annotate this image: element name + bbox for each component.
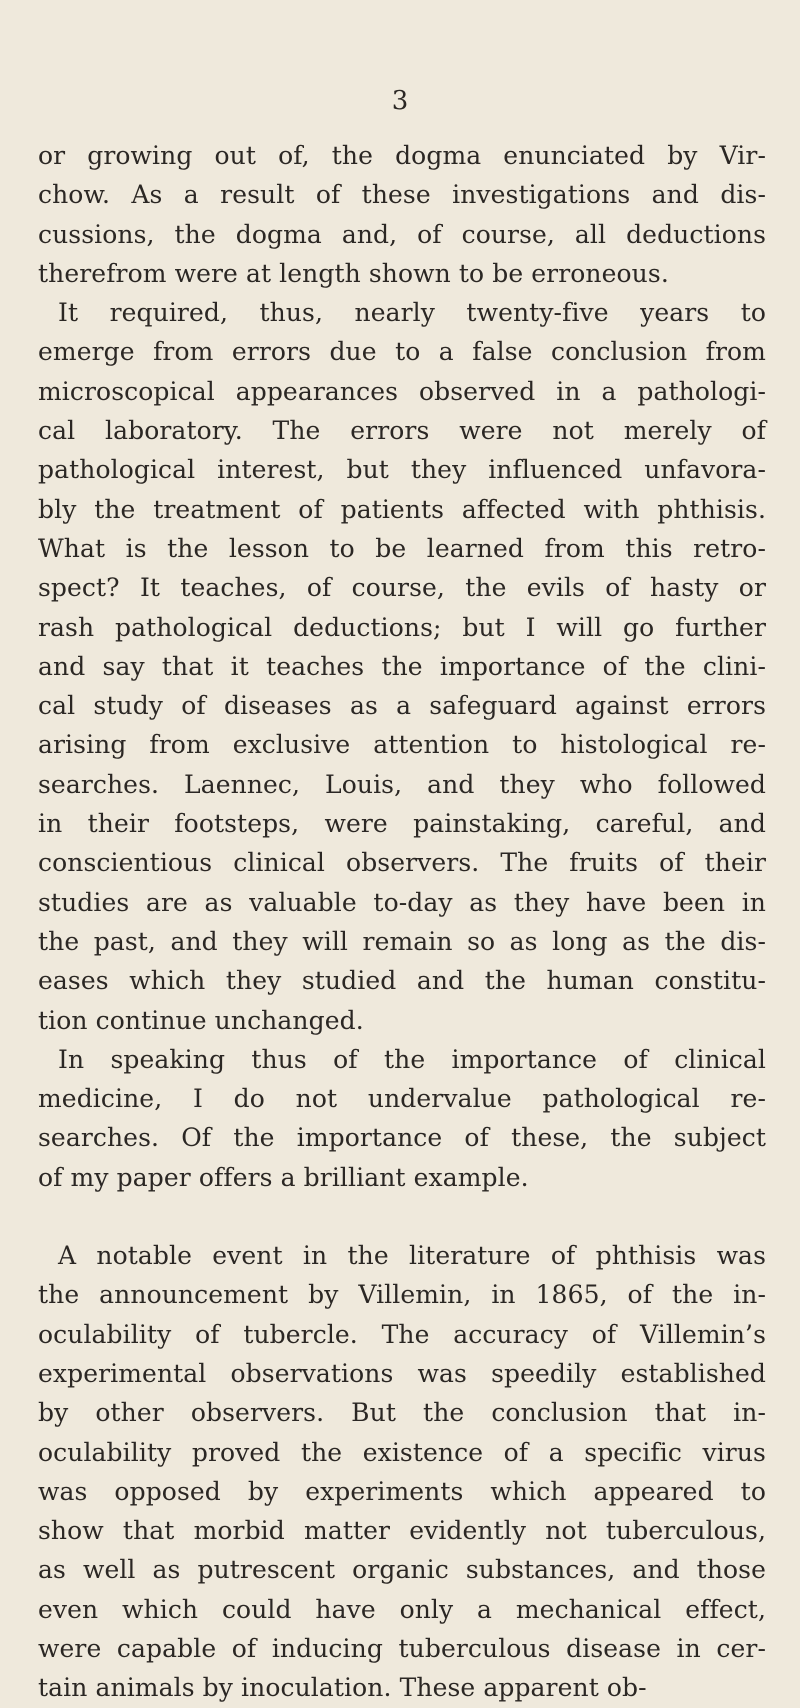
text-line: cal laboratory. The errors were not merely of (38, 416, 766, 446)
text-line: tain animals by inoculation. These apparent ob- (38, 1673, 647, 1703)
text-line: the past, and they will remain so as long as the dis- (38, 926, 766, 956)
text-line: was opposed by experiments which appeared to (38, 1476, 766, 1506)
text-line: It required, thus, nearly twenty-five years to (58, 298, 766, 328)
page-number: 3 (391, 86, 409, 116)
text-line: microscopical appearances observed in a pathologi- (38, 376, 766, 406)
text-line: oculability of tubercle. The accuracy of Villemin’s (38, 1319, 766, 1349)
text-line: eases which they studied and the human constitu- (38, 966, 766, 996)
text-line: experimental observations was speedily established (38, 1358, 766, 1388)
text-line: show that morbid matter evidently not tuberculous, (38, 1516, 766, 1546)
paragraph-gap (38, 1197, 766, 1236)
text-line: In speaking thus of the importance of clinical (58, 1044, 766, 1074)
text-line: arising from exclusive attention to histological re- (38, 730, 766, 760)
text-line: studies are as valuable to-day as they have been in (38, 887, 766, 917)
text-line: bly the treatment of patients affected with phthisis. (38, 494, 766, 524)
text-line: searches. Of the importance of these, the subject (38, 1123, 766, 1153)
text-line: therefrom were at length shown to be erroneous. (38, 258, 669, 288)
body-text (38, 136, 766, 1708)
text-line: What is the lesson to be learned from this retro- (38, 533, 766, 563)
text-line: chow. As a result of these investigations and dis- (38, 180, 766, 210)
text-line: conscientious clinical observers. The fruits of their (38, 848, 766, 878)
text-line: oculability proved the existence of a specific virus (38, 1437, 766, 1467)
text-line: even which could have only a mechanical effect, (38, 1594, 766, 1624)
text-line: rash pathological deductions; but I will go further (38, 612, 766, 642)
text-line: and say that it teaches the importance of the clini- (38, 651, 766, 681)
text-line: of my paper offers a brilliant example. (38, 1162, 529, 1192)
text-line: medicine, I do not undervalue pathological re- (38, 1084, 766, 1114)
text-line: by other observers. But the conclusion that in- (38, 1398, 766, 1428)
text-line: emerge from errors due to a false conclusion from (38, 337, 766, 367)
text-line: cussions, the dogma and, of course, all deductions (38, 219, 766, 249)
text-line: spect? It teaches, of course, the evils of hasty or (38, 573, 766, 603)
text-line: as well as putrescent organic substances, and those (38, 1555, 766, 1585)
text-line: the announcement by Villemin, in 1865, of the in- (38, 1280, 766, 1310)
text-line: cal study of diseases as a safeguard against errors (38, 691, 766, 721)
text-line: searches. Laennec, Louis, and they who followed (38, 769, 766, 799)
text-line: in their footsteps, were painstaking, careful, and (38, 809, 766, 839)
text-line: tion continue unchanged. (38, 1005, 364, 1035)
text-line: or growing out of, the dogma enunciated by Vir- (38, 141, 766, 170)
text-line: pathological interest, but they influenced unfavora- (38, 455, 766, 485)
text-line: were capable of inducing tuberculous disease in cer- (38, 1633, 766, 1663)
text-line: A notable event in the literature of phthisis was (58, 1241, 766, 1271)
